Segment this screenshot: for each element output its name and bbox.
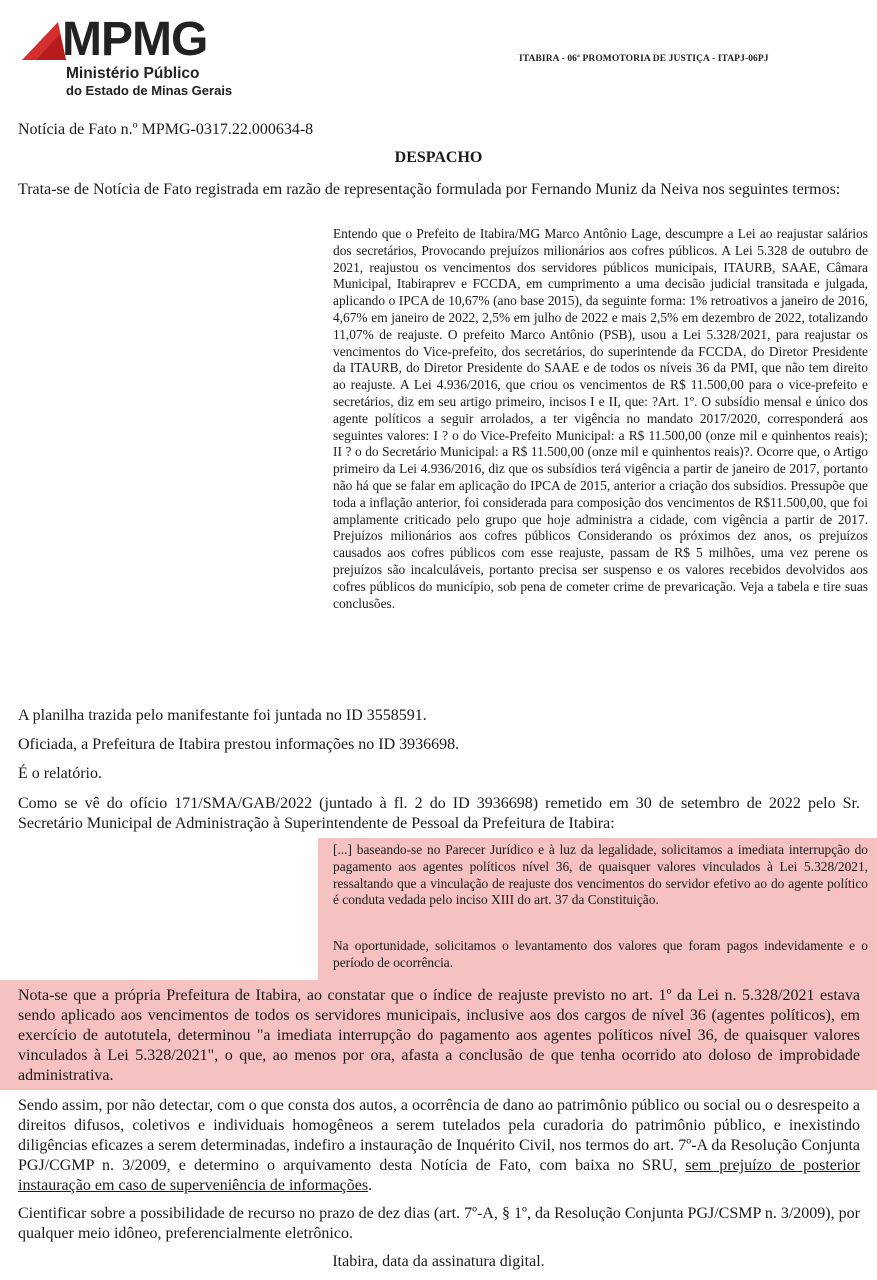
underlined-clause: sem prejuízo de posterior instauração em caso de superveniência de informações: [18, 1157, 861, 1194]
sendo-assim-text: Sendo assim, por não detectar, com o que consta dos autos, a ocorrência de dano ao patrimônio público ou social ou o desrespeito a direitos difusos, coletivos e individuais homogêneos a serem tutelados pela curadoria do patrimônio público, e inexistindo diligências eficazes a serem determinadas, indefiro a instauração de Inquérito Civil, nos termos do art. 7º-A da Resolução Conjunta PGJ/CGMP n. 3/2009, e determino o arquivamento desta Notícia de Fato, com baixa no SRU,: [18, 1097, 860, 1174]
office-label: ITABIRA - 06ª PROMOTORIA DE JUSTIÇA - ITAPJ-06PJ: [519, 54, 769, 64]
paragraph-relatorio: É o relatório.: [18, 765, 102, 782]
sendo-assim-end: .: [368, 1177, 373, 1194]
paragraph-nota-se: Nota-se que a própria Prefeitura de Itabira, ao constatar que o índice de reajuste previsto no art. 1º da Lei n. 5.328/2021 estava sendo aplicado aos vencimentos de todos os servidores municipais, inclusive aos dos cargos de nível 36 (agentes políticos), em exercício de autotutela, determinou "a imediata interrupção do pagamento aos agentes políticos nível 36, de quaisquer valores vinculados à Lei 5.328/2021", o que, ao menos por ora, afasta a conclusão de que tenha ocorrido ato doloso de improbidade administrativa.: [18, 987, 860, 1084]
logo-subtitle-state: do Estado de Minas Gerais: [66, 83, 233, 98]
logo-triangle-icon: [22, 22, 66, 60]
logo-title: MPMG: [62, 13, 208, 66]
paragraph-planilha: A planilha trazida pelo manifestante foi juntada no ID 3558591.: [18, 707, 427, 724]
mpmg-logo: [22, 13, 242, 100]
paragraph-como-se-ve: Como se vê do ofício 171/SMA/GAB/2022 (juntado à fl. 2 do ID 3936698) remetido em 30 de setembro de 2022 pelo Sr. Secretário Municipal de Administração à Superintendente de Pessoal da Prefeitura de Itabira:: [18, 795, 860, 832]
paragraph-cientificar: Cientificar sobre a possibilidade de recurso no prazo de dez dias (art. 7º-A, § 1º, da Resolução Conjunta PGJ/CSMP n. 3/2009), por qualquer meio idôneo, preferencialmente eletrônico.: [18, 1205, 860, 1242]
logo-subtitle: Ministério Público: [66, 65, 200, 82]
oficio-quote-continued: Na oportunidade, solicitamos o levantamento dos valores que foram pagos indevidamente e o período de ocorrência.: [333, 938, 868, 970]
oficio-quote: [...] baseando-se no Parecer Jurídico e à luz da legalidade, solicitamos a imediata interrupção do pagamento aos agentes políticos nível 36, de quaisquer valores vinculados à Lei 5.328/2021, ressaltando que a vinculação de reajuste dos vencimentos do servidor efetivo ao do agente político é conduta vedada pelo inciso XIII do art. 37 da Constituição.: [333, 842, 868, 908]
representation-quote: Entendo que o Prefeito de Itabira/MG Marco Antônio Lage, descumpre a Lei ao reajustar salários dos secretários, Provocando prejuízos milionários aos cofres públicos. A Lei 5.328 de outubro de 2021, reajustou os vencimentos dos servidores públicos municipais, ITAURB, SAAE, Câmara Municipal, Itabiraprev e FCCDA, em cumprimento a uma decisão judicial transitada e julgada, aplicando o IPCA de 10,67% (ano base 2015), da seguinte forma: 1% retroativos a janeiro de 2016, 4,67% em janeiro de 2022, 2,5% em julho de 2022 e mais 2,5% em dezembro de 2022, totalizando 11,07% de reajuste. O prefeito Marco Antônio (PSB), usou a Lei 5.328/2021, para reajustar os vencimentos do Vice-prefeito, dos secretários, do superintende da FCCDA, do Diretor Presidente da ITAURB, do Diretor Presidente do SAAE e de todos os níveis 36 da PMI, que não tem direito ao reajuste. A Lei 4.936/2016, que criou os vencimentos de R$ 11.500,00 para o vice-prefeito e secretários, diz em seu artigo primeiro, incisos I e II, que: ?Art. 1º. O subsídio mensal e único dos agente políticos a seguir arrolados, a ter vigência no mandato 2017/2020, corresponderá aos seguintes valores: I ? o do Vice-Prefeito Municipal: a R$ 11.500,00 (onze mil e quinhentos reais); II ? o do Secretário Municipal: a R$ 11.500,00 (onze mil e quinhentos reais)?. Ocorre que, o Artigo primeiro da Lei 4.936/2016, diz que os subsídios terá vigência a partir de janeiro de 2017, portanto não há que se falar em aplicação do IPCA de 2015, anterior a criação dos subsídios. Pressupõe que toda a inflação anterior, foi considerada para composição dos vencimentos de R$11.500,00, que foi amplamente criticado pelo grupo que hoje administra a cidade, com vigência a partir de 2017. Prejuízos milionários aos cofres públicos Considerando os próximos dez anos, os prejuízos causados aos cofres públicos com esse reajuste, passam de R$ 5 milhões, uma vez perene os prejuízos são incalculáveis, portanto precisa ser suspenso e os valores recebidos devolvidos aos cofres públicos do município, sob pena de cometer crime de prevaricação. Veja a tabela e tire suas conclusões.: [333, 226, 868, 611]
paragraph-oficiada: Oficiada, a Prefeitura de Itabira prestou informações no ID 3936698.: [18, 736, 460, 753]
document-heading: DESPACHO: [394, 149, 483, 166]
page-header: [0, 0, 877, 110]
paragraph-sendo-assim: [18, 1096, 860, 1196]
intro-paragraph: Trata-se de Notícia de Fato registrada em razão de representação formulada por Fernando Muniz da Neiva nos seguintes termos:: [18, 181, 841, 198]
document-reference: Notícia de Fato n.º MPMG-0317.22.000634-8: [18, 121, 314, 138]
closing-line: Itabira, data da assinatura digital.: [332, 1253, 545, 1270]
